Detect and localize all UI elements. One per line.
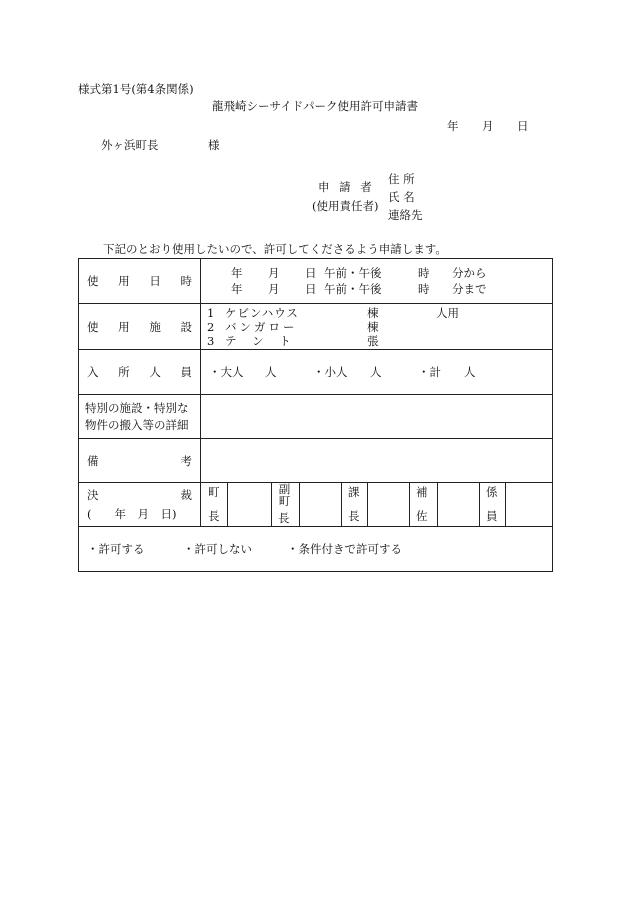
stamp-label-section: 課 長 xyxy=(348,485,360,523)
label-remarks: 備 考 xyxy=(79,439,201,483)
option-conditional[interactable]: ・条件付きで許可する xyxy=(287,542,402,556)
intro-text: 下記のとおり使用したいので、許可してくださるよう申請します。 xyxy=(103,242,447,256)
date-day: 日 xyxy=(517,119,529,133)
field-remarks[interactable] xyxy=(201,439,553,483)
applicant-address-label: 住 所 xyxy=(388,172,415,186)
row-facility xyxy=(79,304,553,350)
row-remarks xyxy=(79,439,553,483)
label-decision: 決 裁 ( 年 月 日) xyxy=(79,483,201,527)
row-result xyxy=(79,527,553,572)
field-result xyxy=(79,527,553,572)
applicant-label: 申 請 者 xyxy=(318,180,375,194)
stamp-label-deputy: 副町 長 xyxy=(278,482,291,525)
field-people[interactable]: ・大人 人 ・小人 人 ・計 人 xyxy=(201,350,553,395)
label-people: 入 所 人 員 xyxy=(79,350,201,395)
field-facility[interactable]: 1 ケビンハウス 棟 人用 2 バンガロー 棟 3 テ ン ト 張 xyxy=(201,304,553,350)
row-usage-date xyxy=(79,259,553,304)
decision-stamps xyxy=(201,483,553,527)
label-usage-date: 使 用 日 時 xyxy=(79,259,201,304)
option-deny[interactable]: ・許可しない xyxy=(183,542,252,556)
option-approve[interactable]: ・許可する xyxy=(87,542,145,556)
applicant-name-label: 氏 名 xyxy=(388,190,415,204)
row-decision xyxy=(79,483,553,527)
stamp-label-chief: 町 長 xyxy=(208,485,220,523)
row-people xyxy=(79,350,553,395)
field-special[interactable] xyxy=(201,395,553,439)
honorific: 様 xyxy=(208,138,220,152)
date-year: 年 xyxy=(447,119,459,133)
label-facility: 使 用 施 設 xyxy=(79,304,201,350)
field-usage-date[interactable]: 年 月 日 午前・午後 時 分から 年 月 日 午前・午後 時 分まで xyxy=(201,259,553,304)
label-special: 特別の施設・特別な 物件の搬入等の詳細 xyxy=(79,395,201,439)
row-special xyxy=(79,395,553,439)
addressee: 外ヶ浜町長 xyxy=(101,138,159,152)
application-table xyxy=(78,258,553,572)
date-month: 月 xyxy=(482,119,494,133)
form-title: 龍飛崎シーサイドパーク使用許可申請書 xyxy=(212,99,418,113)
applicant-label-sub: (使用責任者) xyxy=(312,199,379,213)
stamp-label-assistant: 補 佐 xyxy=(416,485,428,523)
stamp-label-staff: 係 員 xyxy=(486,485,498,523)
form-number: 様式第1号(第4条関係) xyxy=(78,82,194,96)
applicant-contact-label: 連絡先 xyxy=(388,208,423,222)
